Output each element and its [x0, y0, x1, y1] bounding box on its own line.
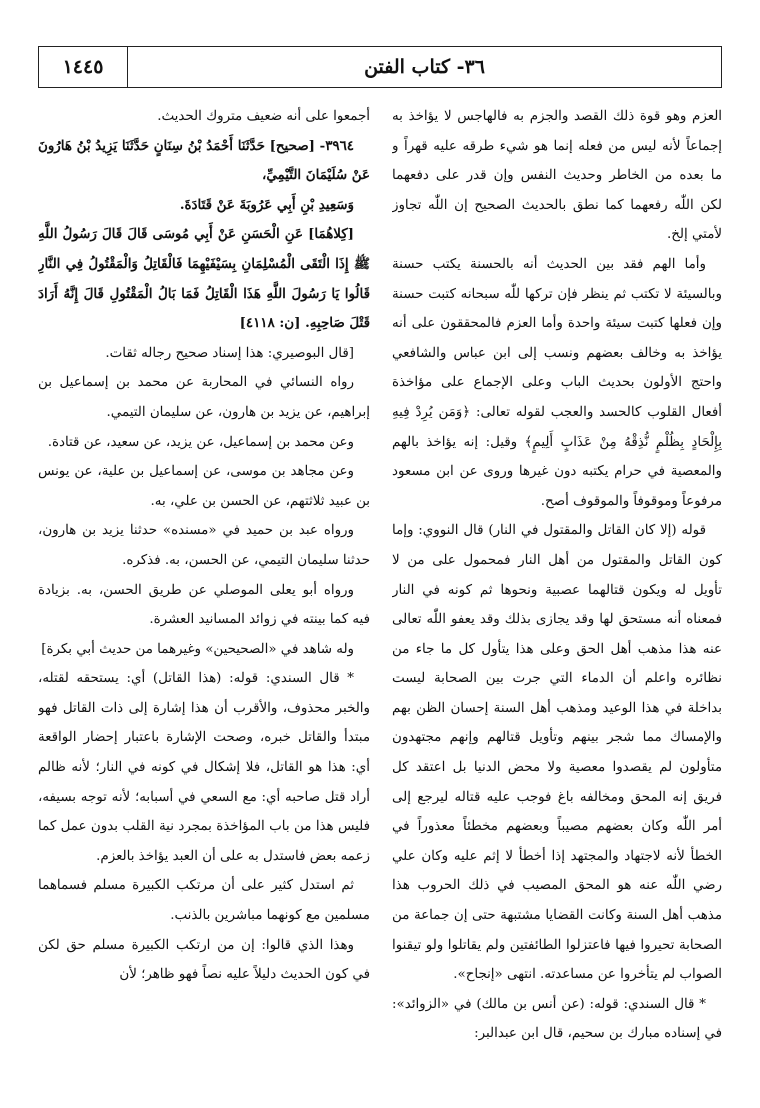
paragraph: وهذا الذي قالوا: إن من ارتكب الكبيرة مسلم حق لكن في كون الحديث دليلاً عليه نصاً فهو ظاهر؛ لأن	[38, 937, 370, 983]
paragraph: العزم وهو قوة ذلك القصد والجزم به فالهاجس لا يؤاخذ به إجماعاً لأنه ليس من فعله إنما هو شيء طرقه عليه قهراً و ما بعده من الخاطر وحديث النفس وإن قدر على دفعهما لكن اللّٰه رفعهما كما نطق بالحديث الصحيح إن اللّٰه تجاوز لأمتي إلخ.	[392, 109, 722, 243]
paragraph: وله شاهد في «الصحيحين» وغيرهما من حديث أبي بكرة]	[41, 641, 354, 657]
paragraph: * قال السندي: قوله: (هذا القاتل) أي: يستحقه لقتله، والخبر محذوف، والأقرب أن هذا إشارة إلى ذات القاتل فهو مبتدأ والقاتل خبره، وصحت الإشارة باعتبار إحضار الواقعة أي: هذا هو القاتل، فلا إشكال في كونه في النار؛ لأنه ظالم أراد قتل صاحبه أي: مع السعي في أسبابه؛ لأنه توجه بسيفه، فليس هذا من باب المؤاخذة بمجرد نية القلب بدون عمل كما زعمه بعض فاستدل به على أن العبد يؤاخذ بالعزم.	[38, 671, 370, 864]
paragraph: ثم استدل كثير على أن مرتكب الكبيرة مسلم فسماهما مسلمين مع كونهما مباشرين بالذنب.	[38, 878, 370, 924]
hadith-matn: [كِلاهُمَا] عَنِ الْحَسَنِ عَنْ أَبِي مُوسَى قَالَ قَالَ رَسُولُ اللَّهِ ﷺ إِذَا الْتَقَى الْمُسْلِمَانِ بِسَيْفَيْهِمَا فَالْقَاتِلُ وَالْمَقْتُولُ فِي النَّارِ قَالُوا يَا رَسُولَ اللَّهِ هَذَا الْقَاتِلُ فَمَا بَالُ الْمَقْتُولِ قَالَ إِنَّهُ أَرَادَ قَتْلَ صَاحِبِهِ. [ن: ٤١١٨]	[38, 226, 370, 332]
hadith-isnad: ٣٩٦٤- [صحيح] حَدَّثَنَا أَحْمَدُ بْنُ سِنَانٍ حَدَّثَنَا يَزِيدُ بْنُ هَارُونَ عَنْ سُلَيْمَانَ التَّيْمِيِّ،	[38, 137, 370, 184]
left-column	[38, 102, 370, 1092]
page-number: ١٤٤٥	[39, 47, 128, 87]
paragraph: قوله (إلا كان القاتل والمقتول في النار) قال النووي: وإما كون القاتل والمقتول من أهل النار فمحمول على من لا تأويل له ويكون قتالهما عصبية ونحوها ثم كونه في النار فمعناه أنه مستحق لها وقد يجازى بذلك وقد يعفو اللّٰه تعالى عنه هذا مذهب أهل الحق وعلى هذا يتأول كل ما جاء من نظائره واعلم أن الدماء التي جرت بين الصحابة ليست بداخلة في هذا الوعيد ومذهب أهل السنة إحسان الظن بهم والإمساك مما شجر بينهم وتأويل قتالهم وإنهم مجتهدون متأولون لم يقصدوا معصية ولا محض الدنيا بل اعتقد كل فريق إنه المحق ومخالفه باغ فوجب عليه قتاله ليرجع إلى أمر اللّٰه وكان بعضهم مصيباً وبعضهم مخطئاً معذوراً في الخطأ لأنه لاجتهاد والمجتهد إذا أخطأ لا إثم عليه وكان علي رضي اللّٰه عنه هو المحق المصيب في ذلك الحروب هذا مذهب أهل السنة وكانت القضايا مشتبهة حتى إن جماعة من الصحابة تحيروا فيها فاعتزلوا الطائفتين ولم يقاتلوا ولو تيقنوا الصواب لم يتأخروا عن مساعدته. انتهى «إنجاح».	[392, 523, 722, 983]
paragraph: * قال السندي: قوله: (عن أنس بن مالك) في «الزوائد»: في إسناده مبارك بن سحيم، قال ابن عبدالبر:	[392, 996, 722, 1042]
paragraph: رواه النسائي في المحاربة عن محمد بن إسماعيل بن إبراهيم، عن يزيد بن هارون، عن سليمان التيمي.	[38, 375, 370, 420]
chapter-title: ٣٦- كتاب الفتن	[364, 56, 485, 78]
paragraph: وعن محمد بن إسماعيل، عن يزيد، عن سعيد، عن قتادة.	[47, 434, 354, 450]
paragraph: أجمعوا على أنه ضعيف متروك الحديث.	[157, 109, 370, 124]
paragraph: ورواه أبو يعلى الموصلي عن طريق الحسن، به. بزيادة فيه كما بينته في زوائد المسانيد العشرة.	[38, 582, 370, 628]
paragraph: وأما الهم فقد بين الحديث أنه بالحسنة يكتب حسنة وبالسيئة لا تكتب ثم ينظر فإن تركها للّٰه سبحانه كتبت حسنة وإن فعلها كتبت سيئة واحدة وأما العزم فالمحققون على أنه يؤاخذ به وخالف بعضهم ونسب إلى ابن عباس والشافعي واحتج الأولون بحديث الباب وعلى الإجماع على مؤاخذة أفعال القلوب كالحسد والعجب لقوله تعالى: ﴿وَمَن يُرِدْ فِيهِ بِإِلْحَادٍ بِظُلْمٍ نُّذِقْهُ مِنْ عَذَابٍ أَلِيمٍ﴾ وقيل: إنه يؤاخذ بالهم والمعصية في حرام يكتبه دون غيرها وروى عن ابن مسعود مرفوعاً وموقوفاً والموقوف أصح.	[392, 256, 722, 509]
right-column	[392, 102, 722, 1092]
paragraph: وعن مجاهد بن موسى، عن إسماعيل بن علية، عن يونس بن عبيد ثلاثتهم، عن الحسن بن علي، به.	[38, 464, 370, 509]
hadith-isnad: وَسَعِيدِ بْنِ أَبِي عَرُوبَةَ عَنْ قَتَادَةَ.	[179, 196, 354, 213]
page-header	[38, 46, 722, 88]
paragraph: ورواه عبد بن حميد في «مسنده» حدثنا يزيد بن هارون، حدثنا سليمان التيمي، عن الحسن، به. فذكره.	[38, 523, 370, 568]
paragraph: [قال البوصيري: هذا إسناد صحيح رجاله ثقات.	[105, 345, 354, 361]
